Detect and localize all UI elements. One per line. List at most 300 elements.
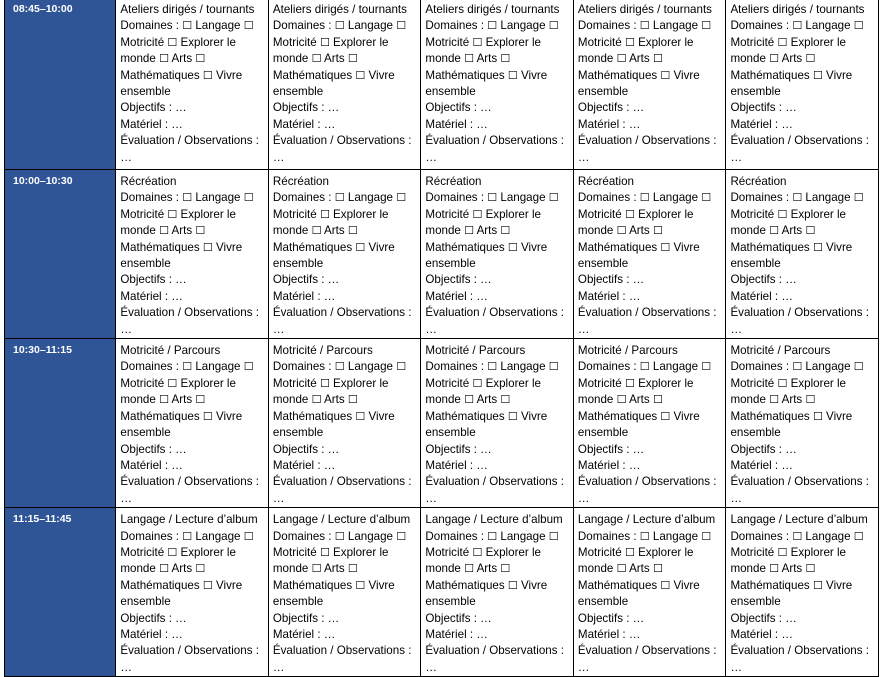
checkbox-icon: ☐	[660, 68, 671, 82]
domain-langage: Langage	[347, 529, 394, 543]
objectives-line: Objectifs : …	[120, 101, 187, 115]
evaluation-value: …	[577, 491, 590, 505]
domains-line	[730, 35, 878, 51]
activity-title: Motricité / Parcours	[425, 344, 526, 358]
domain-motricite: Motricité	[730, 35, 775, 49]
domains-line	[273, 409, 421, 425]
domain-langage: Langage	[805, 529, 851, 543]
domain-mathematiques: Mathématiques	[272, 409, 353, 423]
domains-label: Domaines :	[730, 191, 790, 205]
domains-line	[730, 207, 878, 223]
activity-cell[interactable]	[116, 339, 269, 508]
domains-line	[273, 18, 421, 34]
domains-line	[120, 68, 268, 84]
activity-title: Motricité / Parcours	[577, 344, 678, 358]
checkbox-icon: ☐	[777, 207, 788, 221]
checkbox-icon: ☐	[182, 191, 193, 205]
domains-label: Domaines :	[730, 360, 790, 374]
domain-monde: monde	[730, 52, 766, 66]
domains-line	[425, 529, 573, 545]
domain-explorer: Explorer le	[180, 35, 236, 49]
checkbox-icon: ☐	[167, 35, 178, 49]
activity-cell[interactable]	[726, 339, 879, 508]
activity-cell[interactable]	[268, 508, 421, 677]
domains-line	[273, 545, 421, 561]
domains-line	[120, 190, 268, 206]
domain-vivre: Vivre	[826, 240, 853, 254]
domains-line	[730, 68, 878, 84]
objectives-line: Objectifs : …	[272, 442, 340, 456]
domain-monde: monde	[730, 224, 766, 238]
activity-cell[interactable]	[116, 170, 269, 339]
evaluation-label: Évaluation / Observations :	[577, 134, 717, 148]
domain-motricite: Motricité	[577, 35, 622, 49]
domains-line	[578, 529, 726, 545]
materials-line: Matériel : …	[730, 289, 793, 303]
evaluation-label: Évaluation / Observations :	[425, 306, 564, 320]
domains-line	[578, 223, 726, 239]
activity-title: Récréation	[425, 175, 482, 188]
domain-arts: Arts	[629, 224, 650, 238]
domain-ensemble: ensemble	[425, 595, 476, 609]
checkbox-icon: ☐	[548, 19, 559, 33]
time-slot-cell	[5, 339, 116, 508]
checkbox-icon: ☐	[347, 52, 358, 66]
evaluation-value: …	[272, 491, 285, 505]
activity-title: Motricité / Parcours	[272, 344, 373, 358]
activity-cell[interactable]	[421, 170, 574, 339]
objectives-line: Objectifs : …	[120, 442, 187, 456]
evaluation-label: Évaluation / Observations :	[272, 475, 412, 489]
activity-cell[interactable]	[421, 0, 574, 170]
activity-title: Ateliers dirigés / tournants	[120, 3, 255, 16]
checkbox-icon: ☐	[548, 191, 559, 205]
checkbox-icon: ☐	[167, 545, 178, 559]
evaluation-value: …	[577, 150, 590, 164]
domains-label: Domaines :	[272, 19, 332, 33]
checkbox-icon: ☐	[639, 360, 650, 374]
time-slot-label: 10:00–10:30	[13, 175, 73, 187]
domain-explorer: Explorer le	[333, 207, 389, 221]
domain-vivre: Vivre	[215, 240, 243, 254]
checkbox-icon: ☐	[792, 529, 803, 543]
domain-explorer: Explorer le	[638, 207, 694, 221]
domain-explorer: Explorer le	[180, 207, 236, 221]
domain-explorer: Explorer le	[485, 207, 541, 221]
domain-arts: Arts	[781, 393, 803, 407]
checkbox-icon: ☐	[334, 191, 345, 205]
evaluation-value: …	[730, 150, 743, 164]
domains-line	[120, 51, 268, 67]
checkbox-icon: ☐	[652, 52, 663, 66]
domains-label: Domaines :	[577, 191, 637, 205]
checkbox-icon: ☐	[507, 578, 518, 592]
checkbox-icon: ☐	[202, 240, 213, 254]
domain-ensemble: ensemble	[272, 426, 324, 440]
domain-explorer: Explorer le	[790, 545, 847, 559]
checkbox-icon: ☐	[195, 393, 206, 407]
domain-mathematiques: Mathématiques	[120, 578, 200, 592]
checkbox-icon: ☐	[507, 409, 518, 423]
domain-arts: Arts	[476, 562, 498, 576]
domain-langage: Langage	[347, 360, 394, 374]
checkbox-icon: ☐	[500, 52, 511, 66]
checkbox-icon: ☐	[548, 360, 559, 374]
checkbox-icon: ☐	[701, 360, 712, 374]
checkbox-icon: ☐	[159, 52, 169, 66]
domain-arts: Arts	[476, 224, 498, 238]
domain-mathematiques: Mathématiques	[120, 409, 200, 423]
domain-mathematiques: Mathématiques	[425, 578, 505, 592]
checkbox-icon: ☐	[769, 562, 779, 576]
checkbox-icon: ☐	[167, 376, 178, 390]
materials-line: Matériel : …	[425, 627, 488, 641]
table-row	[5, 170, 879, 339]
domains-label: Domaines :	[425, 529, 485, 543]
domains-line	[578, 207, 726, 223]
checkbox-icon: ☐	[812, 409, 823, 423]
checkbox-icon: ☐	[182, 529, 193, 543]
domains-line	[425, 561, 573, 577]
evaluation-label: Évaluation / Observations :	[425, 644, 564, 658]
time-slot-label: 11:15–11:45	[13, 513, 72, 526]
domain-ensemble: ensemble	[120, 426, 171, 440]
checkbox-icon: ☐	[624, 207, 635, 221]
time-slot-label: 10:30–11:15	[13, 344, 72, 357]
checkbox-icon: ☐	[396, 191, 407, 205]
domain-vivre: Vivre	[368, 240, 395, 254]
evaluation-value: …	[120, 150, 132, 164]
activity-cell[interactable]	[573, 0, 726, 170]
domains-line	[578, 409, 726, 425]
checkbox-icon: ☐	[464, 224, 474, 238]
domain-mathematiques: Mathématiques	[730, 240, 810, 254]
domain-vivre: Vivre	[826, 409, 853, 423]
domains-line	[730, 578, 878, 594]
domain-explorer: Explorer le	[333, 35, 389, 49]
materials-line: Matériel : …	[577, 289, 641, 303]
domain-langage: Langage	[195, 191, 241, 205]
domain-motricite: Motricité	[120, 207, 165, 221]
checkbox-icon: ☐	[805, 224, 816, 238]
checkbox-icon: ☐	[347, 393, 358, 407]
domains-line	[730, 359, 878, 375]
domain-mathematiques: Mathématiques	[272, 578, 353, 592]
domain-arts: Arts	[324, 393, 345, 407]
activity-title: Langage / Lecture d’album	[577, 513, 716, 527]
domains-line	[578, 240, 726, 256]
checkbox-icon: ☐	[355, 68, 366, 82]
domain-arts: Arts	[629, 562, 650, 576]
domain-ensemble: ensemble	[577, 257, 629, 271]
evaluation-label: Évaluation / Observations :	[577, 475, 717, 489]
checkbox-icon: ☐	[853, 19, 864, 33]
domain-ensemble: ensemble	[272, 595, 324, 609]
domain-langage: Langage	[805, 191, 851, 205]
checkbox-icon: ☐	[319, 35, 330, 49]
domain-mathematiques: Mathématiques	[425, 68, 505, 82]
domain-mathematiques: Mathématiques	[577, 68, 658, 82]
checkbox-icon: ☐	[548, 529, 559, 543]
domain-motricite: Motricité	[730, 545, 775, 559]
domain-mathematiques: Mathématiques	[730, 409, 810, 423]
domains-line	[120, 392, 268, 408]
checkbox-icon: ☐	[792, 19, 803, 33]
domain-vivre: Vivre	[215, 578, 243, 592]
domains-label: Domaines :	[120, 191, 180, 205]
domains-line	[425, 18, 573, 34]
domains-line	[425, 51, 573, 67]
domain-arts: Arts	[781, 224, 803, 238]
domain-ensemble: ensemble	[577, 85, 629, 99]
domain-vivre: Vivre	[215, 68, 243, 82]
evaluation-value: …	[730, 660, 743, 674]
domains-label: Domaines :	[120, 360, 180, 374]
checkbox-icon: ☐	[243, 19, 254, 33]
domain-arts: Arts	[476, 52, 498, 66]
weekly-planning-table	[4, 0, 879, 677]
table-row	[5, 339, 879, 508]
domains-line	[578, 376, 726, 392]
checkbox-icon: ☐	[616, 52, 627, 66]
domain-mathematiques: Mathématiques	[730, 578, 810, 592]
checkbox-icon: ☐	[311, 562, 322, 576]
domain-langage: Langage	[652, 191, 699, 205]
domains-line	[120, 35, 268, 51]
activity-cell[interactable]	[116, 508, 269, 677]
domains-line	[730, 409, 878, 425]
checkbox-icon: ☐	[660, 578, 671, 592]
checkbox-icon: ☐	[624, 35, 635, 49]
activity-cell[interactable]	[268, 170, 421, 339]
domains-line	[273, 207, 421, 223]
domain-vivre: Vivre	[521, 68, 548, 82]
checkbox-icon: ☐	[660, 409, 671, 423]
domains-line	[730, 51, 878, 67]
checkbox-icon: ☐	[195, 562, 206, 576]
objectives-line: Objectifs : …	[272, 611, 340, 625]
checkbox-icon: ☐	[319, 376, 330, 390]
domain-arts: Arts	[171, 393, 193, 407]
domain-explorer: Explorer le	[790, 35, 847, 49]
domains-line	[120, 376, 268, 392]
domain-motricite: Motricité	[272, 35, 317, 49]
checkbox-icon: ☐	[334, 360, 345, 374]
checkbox-icon: ☐	[853, 360, 864, 374]
domain-arts: Arts	[324, 224, 345, 238]
activity-cell[interactable]	[726, 508, 879, 677]
domain-explorer: Explorer le	[790, 376, 847, 390]
planning-table-body	[5, 0, 879, 677]
time-slot-label: 08:45–10:00	[13, 3, 73, 15]
checkbox-icon: ☐	[792, 360, 803, 374]
domain-explorer: Explorer le	[485, 545, 541, 559]
domains-line	[425, 240, 573, 256]
domains-label: Domaines :	[577, 19, 637, 33]
checkbox-icon: ☐	[311, 393, 322, 407]
domain-arts: Arts	[781, 52, 803, 66]
domain-monde: monde	[730, 393, 766, 407]
evaluation-label: Évaluation / Observations :	[272, 644, 412, 658]
checkbox-icon: ☐	[159, 393, 169, 407]
checkbox-icon: ☐	[805, 393, 816, 407]
activity-title: Ateliers dirigés / tournants	[425, 3, 560, 16]
activity-cell[interactable]	[573, 339, 726, 508]
checkbox-icon: ☐	[472, 207, 483, 221]
evaluation-value: …	[272, 660, 285, 674]
domains-label: Domaines :	[425, 191, 485, 205]
checkbox-icon: ☐	[500, 224, 511, 238]
domain-explorer: Explorer le	[333, 545, 389, 559]
checkbox-icon: ☐	[805, 562, 816, 576]
activity-cell[interactable]	[726, 170, 879, 339]
evaluation-value: …	[577, 322, 590, 336]
evaluation-value: …	[425, 322, 437, 336]
domains-line	[120, 545, 268, 561]
evaluation-value: …	[120, 660, 132, 674]
domain-vivre: Vivre	[521, 409, 548, 423]
checkbox-icon: ☐	[487, 529, 498, 543]
domain-motricite: Motricité	[730, 207, 775, 221]
objectives-line: Objectifs : …	[120, 611, 187, 625]
domain-ensemble: ensemble	[425, 426, 476, 440]
domain-motricite: Motricité	[425, 207, 470, 221]
checkbox-icon: ☐	[347, 224, 358, 238]
evaluation-label: Évaluation / Observations :	[425, 134, 564, 148]
domains-line	[578, 35, 726, 51]
materials-line: Matériel : …	[577, 458, 641, 472]
checkbox-icon: ☐	[464, 562, 474, 576]
evaluation-label: Évaluation / Observations :	[120, 306, 259, 320]
domains-label: Domaines :	[120, 19, 180, 33]
domain-arts: Arts	[171, 224, 193, 238]
checkbox-icon: ☐	[319, 545, 330, 559]
domain-monde: monde	[120, 52, 156, 66]
domains-label: Domaines :	[272, 529, 332, 543]
objectives-line: Objectifs : …	[577, 611, 645, 625]
domains-line	[425, 68, 573, 84]
materials-line: Matériel : …	[425, 289, 488, 303]
checkbox-icon: ☐	[396, 360, 407, 374]
domains-line	[730, 529, 878, 545]
evaluation-label: Évaluation / Observations :	[272, 306, 412, 320]
materials-line: Matériel : …	[577, 627, 641, 641]
activity-cell[interactable]	[268, 0, 421, 170]
activity-title: Langage / Lecture d’album	[730, 513, 868, 527]
domain-arts: Arts	[476, 393, 498, 407]
checkbox-icon: ☐	[472, 545, 483, 559]
activity-cell[interactable]	[726, 0, 879, 170]
activity-cell[interactable]	[573, 170, 726, 339]
activity-title: Ateliers dirigés / tournants	[577, 3, 712, 16]
activity-title: Langage / Lecture d’album	[272, 513, 411, 527]
activity-title: Récréation	[577, 175, 634, 188]
materials-line: Matériel : …	[120, 627, 183, 641]
table-row	[5, 0, 879, 170]
domain-mathematiques: Mathématiques	[425, 409, 505, 423]
domains-line	[425, 207, 573, 223]
domain-langage: Langage	[195, 360, 241, 374]
checkbox-icon: ☐	[624, 376, 635, 390]
evaluation-value: …	[730, 491, 743, 505]
domain-ensemble: ensemble	[272, 85, 324, 99]
domains-line	[120, 561, 268, 577]
domain-vivre: Vivre	[826, 68, 853, 82]
domains-label: Domaines :	[272, 360, 332, 374]
evaluation-value: …	[120, 491, 132, 505]
evaluation-value: …	[730, 322, 743, 336]
evaluation-label: Évaluation / Observations :	[120, 475, 259, 489]
evaluation-label: Évaluation / Observations :	[425, 475, 564, 489]
domains-line	[578, 545, 726, 561]
domain-arts: Arts	[324, 562, 345, 576]
domain-langage: Langage	[652, 360, 699, 374]
domains-line	[730, 18, 878, 34]
evaluation-label: Évaluation / Observations :	[120, 644, 259, 658]
domain-ensemble: ensemble	[120, 595, 171, 609]
evaluation-label: Évaluation / Observations :	[730, 134, 869, 148]
domains-label: Domaines :	[120, 529, 180, 543]
domain-langage: Langage	[347, 19, 394, 33]
checkbox-icon: ☐	[639, 529, 650, 543]
checkbox-icon: ☐	[472, 35, 483, 49]
materials-line: Matériel : …	[577, 117, 641, 131]
domains-line	[578, 68, 726, 84]
domain-motricite: Motricité	[272, 376, 317, 390]
domains-line	[425, 376, 573, 392]
objectives-line: Objectifs : …	[730, 442, 797, 456]
domain-ensemble: ensemble	[120, 257, 171, 271]
activity-cell[interactable]	[268, 339, 421, 508]
domain-arts: Arts	[324, 52, 345, 66]
domain-mathematiques: Mathématiques	[577, 409, 658, 423]
checkbox-icon: ☐	[777, 545, 788, 559]
domains-line	[425, 409, 573, 425]
domain-langage: Langage	[805, 19, 851, 33]
domain-monde: monde	[425, 562, 461, 576]
domain-langage: Langage	[500, 360, 546, 374]
domains-line	[730, 190, 878, 206]
checkbox-icon: ☐	[500, 562, 511, 576]
activity-title: Langage / Lecture d’album	[425, 513, 563, 527]
activity-cell[interactable]	[573, 508, 726, 677]
checkbox-icon: ☐	[464, 52, 474, 66]
objectives-line: Objectifs : …	[272, 273, 340, 287]
checkbox-icon: ☐	[500, 393, 511, 407]
domain-monde: monde	[425, 393, 461, 407]
domain-monde: monde	[577, 52, 614, 66]
domains-line	[578, 18, 726, 34]
domain-monde: monde	[272, 393, 309, 407]
checkbox-icon: ☐	[195, 224, 206, 238]
domain-ensemble: ensemble	[425, 257, 476, 271]
checkbox-icon: ☐	[311, 52, 322, 66]
activity-cell[interactable]	[116, 0, 269, 170]
domain-motricite: Motricité	[730, 376, 775, 390]
checkbox-icon: ☐	[202, 578, 213, 592]
evaluation-value: …	[120, 322, 132, 336]
activity-cell[interactable]	[421, 508, 574, 677]
checkbox-icon: ☐	[792, 191, 803, 205]
materials-line: Matériel : …	[425, 117, 488, 131]
checkbox-icon: ☐	[652, 224, 663, 238]
evaluation-label: Évaluation / Observations :	[730, 644, 869, 658]
domain-monde: monde	[272, 224, 309, 238]
domains-line	[425, 392, 573, 408]
activity-cell[interactable]	[421, 339, 574, 508]
checkbox-icon: ☐	[777, 376, 788, 390]
domain-explorer: Explorer le	[333, 376, 389, 390]
